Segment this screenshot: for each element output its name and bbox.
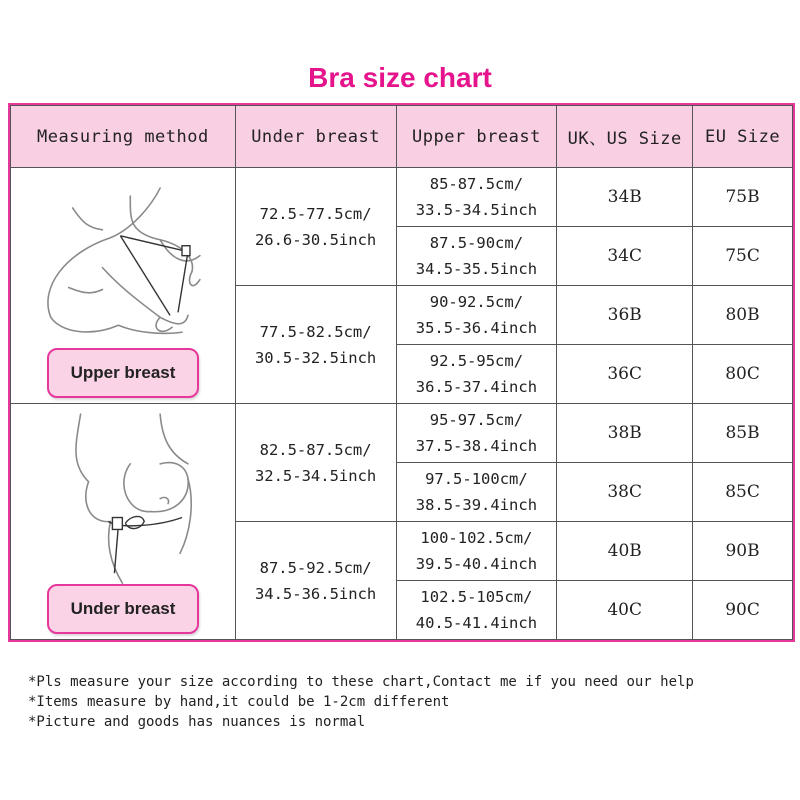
uk-us-size-cell: 36B — [557, 286, 693, 345]
upper-breast-range-cell — [396, 522, 557, 581]
upper-range-cm: 95-97.5cm/ — [429, 411, 524, 429]
upper-range-inch: 39.5-40.4inch — [415, 555, 538, 573]
upper-breast-method-cell — [11, 168, 236, 404]
header-eu-size: EU Size — [693, 106, 793, 168]
uk-us-size-cell: 34C — [557, 227, 693, 286]
upper-breast-range-cell — [396, 581, 557, 640]
under-breast-method-cell — [11, 404, 236, 640]
upper-range-inch: 35.5-36.4inch — [415, 319, 538, 337]
uk-us-size-cell: 40C — [557, 581, 693, 640]
uk-us-size-cell: 38B — [557, 404, 693, 463]
note-line: *Items measure by hand,it could be 1-2cm different — [28, 694, 450, 710]
under-range-inch: 34.5-36.5inch — [254, 584, 377, 603]
under-range-cm: 77.5-82.5cm/ — [259, 322, 372, 341]
upper-breast-badge: Upper breast — [47, 348, 199, 398]
note-line: *Picture and goods has nuances is normal — [28, 714, 366, 730]
table-row — [11, 168, 793, 227]
upper-breast-range-cell — [396, 286, 557, 345]
upper-range-inch: 33.5-34.5inch — [415, 201, 538, 219]
uk-us-size-cell: 36C — [557, 345, 693, 404]
upper-range-cm: 97.5-100cm/ — [425, 470, 528, 488]
chart-title: Bra size chart — [308, 62, 492, 93]
uk-us-size-cell: 40B — [557, 522, 693, 581]
upper-range-inch: 34.5-35.5inch — [415, 260, 538, 278]
upper-range-inch: 38.5-39.4inch — [415, 496, 538, 514]
under-range-inch: 32.5-34.5inch — [254, 466, 377, 485]
header-measuring-method: Measuring method — [11, 106, 236, 168]
eu-size-cell: 80B — [693, 286, 793, 345]
eu-size-cell: 75C — [693, 227, 793, 286]
table-row — [11, 404, 793, 463]
size-chart-table — [8, 103, 795, 642]
upper-range-cm: 90-92.5cm/ — [429, 293, 524, 311]
upper-range-inch: 36.5-37.4inch — [415, 378, 538, 396]
under-breast-range-cell — [235, 168, 396, 286]
notes — [28, 672, 694, 732]
eu-size-cell: 85C — [693, 463, 793, 522]
eu-size-cell: 90B — [693, 522, 793, 581]
under-range-cm: 72.5-77.5cm/ — [259, 204, 372, 223]
upper-range-inch: 40.5-41.4inch — [415, 614, 538, 632]
under-range-cm: 87.5-92.5cm/ — [259, 558, 372, 577]
upper-range-cm: 100-102.5cm/ — [420, 529, 533, 547]
under-range-inch: 30.5-32.5inch — [254, 348, 377, 367]
upper-range-cm: 92.5-95cm/ — [429, 352, 524, 370]
upper-range-inch: 37.5-38.4inch — [415, 437, 538, 455]
upper-breast-range-cell — [396, 168, 557, 227]
under-range-cm: 82.5-87.5cm/ — [259, 440, 372, 459]
header-row — [11, 106, 793, 168]
under-breast-badge: Under breast — [47, 584, 199, 634]
header-under-breast: Under breast — [235, 106, 396, 168]
under-breast-range-cell — [235, 286, 396, 404]
eu-size-cell: 90C — [693, 581, 793, 640]
eu-size-cell: 75B — [693, 168, 793, 227]
note-line: *Pls measure your size according to these chart,Contact me if you need our help — [28, 674, 694, 690]
uk-us-size-cell: 34B — [557, 168, 693, 227]
under-range-inch: 26.6-30.5inch — [254, 230, 377, 249]
eu-size-cell: 80C — [693, 345, 793, 404]
upper-range-cm: 85-87.5cm/ — [429, 175, 524, 193]
upper-breast-range-cell — [396, 463, 557, 522]
header-uk-us-size: UK、US Size — [557, 106, 693, 168]
upper-range-cm: 102.5-105cm/ — [420, 588, 533, 606]
upper-breast-range-cell — [396, 227, 557, 286]
upper-range-cm: 87.5-90cm/ — [429, 234, 524, 252]
upper-breast-range-cell — [396, 345, 557, 404]
uk-us-size-cell: 38C — [557, 463, 693, 522]
eu-size-cell: 85B — [693, 404, 793, 463]
upper-breast-range-cell — [396, 404, 557, 463]
under-breast-range-cell — [235, 404, 396, 522]
under-breast-range-cell — [235, 522, 396, 640]
header-upper-breast: Upper breast — [396, 106, 557, 168]
